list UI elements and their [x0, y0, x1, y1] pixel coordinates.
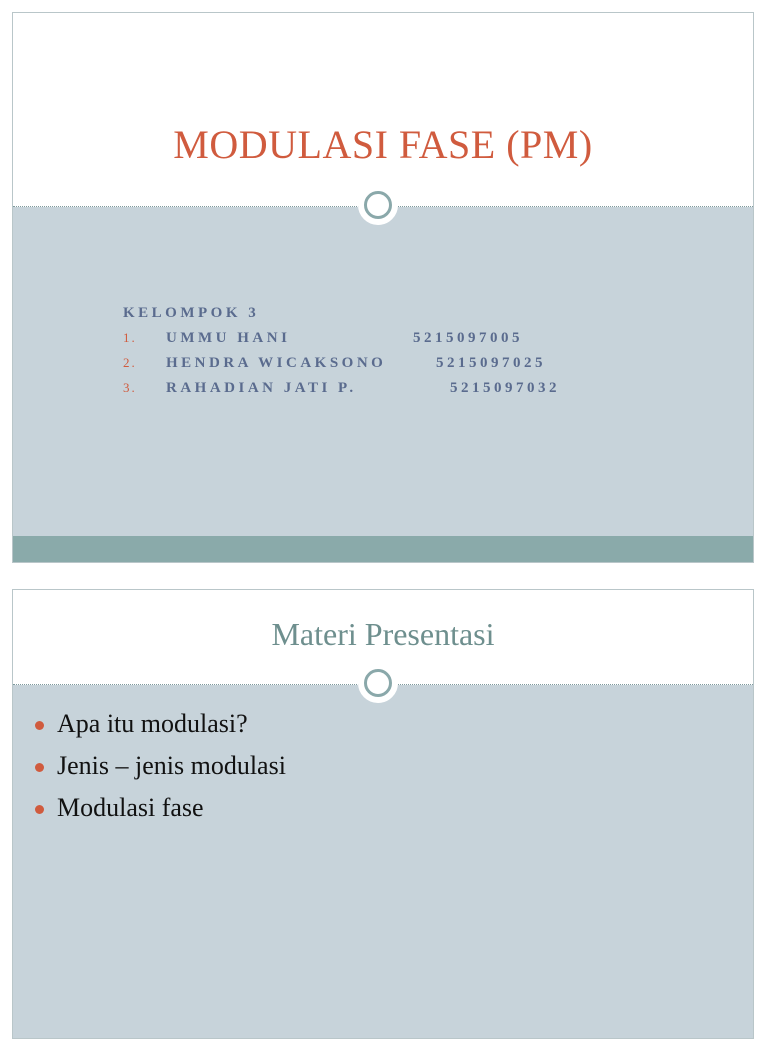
- member-number: 3.: [123, 380, 137, 395]
- member-number: 2.: [123, 355, 137, 370]
- member-number: 1.: [123, 330, 137, 345]
- slide-2-title: Materi Presentasi: [271, 616, 495, 652]
- member-nim: 5215097032: [450, 380, 560, 396]
- group-title: KELOMPOK 3: [123, 305, 260, 321]
- bullet-dot-icon: [35, 805, 44, 814]
- circle-ornament-icon: [358, 663, 398, 703]
- bullet-text: Jenis – jenis modulasi: [57, 751, 286, 780]
- member-row: [123, 330, 523, 355]
- slide-2: [12, 589, 754, 1039]
- list-item: [35, 792, 286, 834]
- slide-1-header: [13, 13, 753, 207]
- member-nim: 5215097005: [413, 330, 523, 346]
- bullet-text: Apa itu modulasi?: [57, 709, 248, 738]
- member-name: UMMU HANI: [166, 330, 291, 346]
- member-row: [123, 355, 546, 380]
- member-nim: 5215097025: [436, 355, 546, 371]
- member-name: HENDRA WICAKSONO: [166, 355, 387, 371]
- member-row: [123, 380, 560, 405]
- circle-ornament-icon: [358, 185, 398, 225]
- member-name: RAHADIAN JATI P.: [166, 380, 357, 396]
- slide-1: [12, 12, 754, 563]
- list-item: [35, 750, 286, 792]
- bullet-list: [35, 708, 286, 834]
- slide-1-title: MODULASI FASE (PM): [173, 122, 593, 167]
- bullet-dot-icon: [35, 763, 44, 772]
- bullet-dot-icon: [35, 721, 44, 730]
- bullet-text: Modulasi fase: [57, 793, 204, 822]
- group-info: [123, 305, 560, 405]
- list-item: [35, 708, 286, 750]
- bottom-band: [13, 536, 753, 562]
